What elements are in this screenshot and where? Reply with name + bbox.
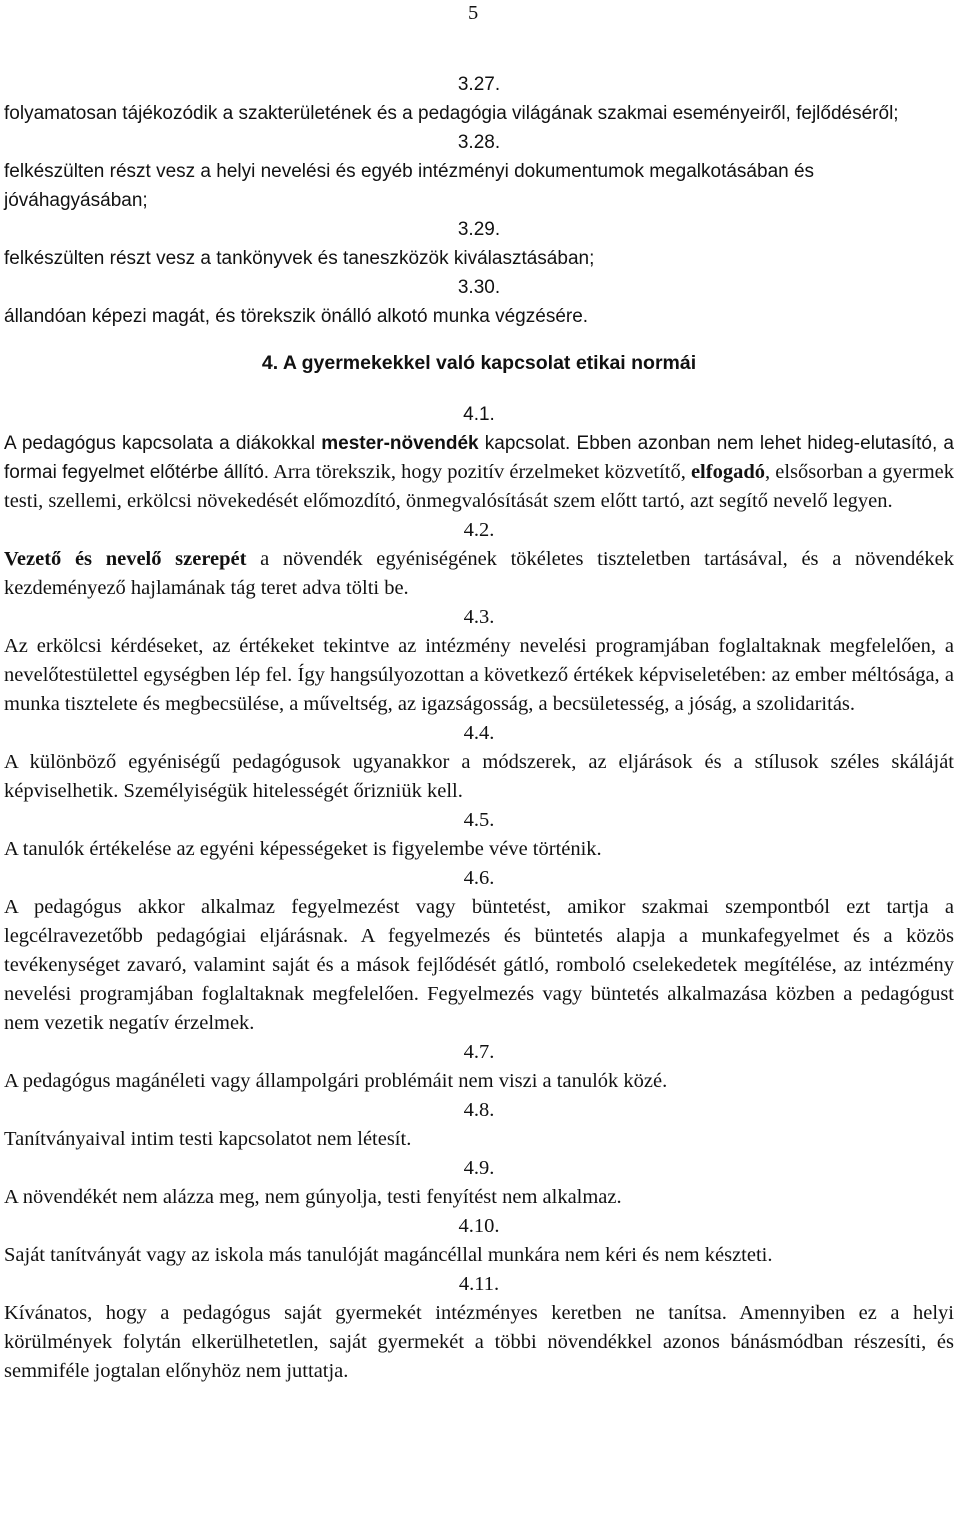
item-text: állandóan képezi magát, és törekszik önálló alkotó munka végzésére.	[4, 306, 589, 327]
item-number: 3.29.	[457, 219, 501, 240]
paragraph-text: , elsősorban a gyermek testi, szellemi, erkölcsi növekedését előmozdító, önmegvalósítását szem előtt tartó, azt segítő nevelő legyen.	[4, 461, 954, 512]
paragraph-4-11: Kívánatos, hogy a pedagógus saját gyermekét intézményes keretben ne tanítsa. Amennyiben ez a helyi körülmények folytán elkerülhetetlen, saját gyermekét a többi növendékkel azonos bánásmódban részesíti, és semmiféle jogtalan előnyhöz nem juttatja.	[4, 1302, 954, 1382]
paragraph-number: 4.5.	[463, 809, 495, 831]
paragraph-number: 4.6.	[463, 867, 495, 889]
item-text: felkészülten részt vesz a helyi nevelési és egyéb intézményi dokumentumok megalkotásában és jóváhagyásában;	[4, 161, 815, 211]
paragraph-4-6: A pedagógus akkor alkalmaz fegyelmezést vagy büntetést, amikor szakmai szempontból ezt tartja a legcélravezetőbb pedagógiai eljárásnak. A fegyelmezés és büntetés alapja a munkafegyelmet és a közös tevékenységet zavaró, valamint saját és a mások fejlődését gátló, romboló cselekedetek megítélése, az intézmény nevelési programjában foglaltaknak megfelelően. Fegyelmezés vagy büntetés alkalmazása közben a pedagógust nem vezetik negatív érzelmek.	[4, 896, 954, 1034]
paragraph-number: 4.7.	[463, 1041, 495, 1063]
page-number: 5	[468, 2, 479, 24]
item-number: 3.30.	[457, 277, 501, 298]
paragraph-text: Arra törekszik, hogy pozitív érzelmeket közvetítő,	[269, 461, 691, 483]
paragraph-4-3: Az erkölcsi kérdéseket, az értékeket tekintve az intézmény nevelési programjában foglaltaknak megfelelően, a nevelőtestülettel egységben lép fel. Így hangsúlyozottan a következő értékek képviseletében: az ember méltósága, a munka tisztelete és megbecsülése, a műveltség, az igazságosság, a becsületesség, a jóság, a szolidaritás.	[4, 635, 954, 715]
paragraph-number: 4.2.	[463, 519, 495, 541]
paragraph-4-2	[4, 545, 954, 603]
paragraph-number: 4.3.	[463, 606, 495, 628]
paragraph-number: 4.9.	[463, 1157, 495, 1179]
paragraph-4-5: A tanulók értékelése az egyéni képességeket is figyelembe véve történik.	[4, 838, 602, 860]
item-text: folyamatosan tájékozódik a szakterületének és a pedagógia világának szakmai eseményeiről, fejlődéséről;	[4, 103, 899, 124]
paragraph-number: 4.4.	[463, 722, 495, 744]
paragraph-number: 4.1.	[463, 404, 495, 425]
item-number: 3.28.	[457, 132, 501, 153]
paragraph-text: kapcsolat.	[478, 433, 577, 454]
bold-term: elfogadó	[690, 461, 765, 483]
paragraph-text: A pedagógus kapcsolata a diákokkal	[4, 433, 322, 454]
paragraph-4-10: Saját tanítványát vagy az iskola más tanulóját magáncéllal munkára nem kéri és nem készteti.	[4, 1244, 773, 1266]
document-body	[4, 70, 954, 1386]
paragraph-text: a növendék egyéniségének tökéletes tiszteletben tartásával, és a növendékek kezdeményező hajlamának tág teret adva tölti be.	[4, 548, 954, 599]
paragraph-4-1	[4, 429, 954, 516]
bold-term: Vezető és nevelő szerepét	[4, 548, 247, 570]
paragraph-4-7: A pedagógus magánéleti vagy állampolgári problémáit nem viszi a tanulók közé.	[4, 1070, 668, 1092]
paragraph-number: 4.10.	[458, 1215, 500, 1237]
section-heading: 4. A gyermekekkel való kapcsolat etikai normái	[261, 352, 697, 374]
paragraph-4-4: A különböző egyéniségű pedagógusok ugyanakkor a módszerek, az eljárások és a stílusok széles skáláját képviselhetik. Személyiségük hitelességét őrizniük kell.	[4, 751, 954, 802]
paragraph-text: Ebben azonban nem lehet hideg-elutasító, a formai fegyelmet előtérbe állító.	[4, 433, 954, 483]
item-number: 3.27.	[457, 74, 501, 95]
item-text: felkészülten részt vesz a tankönyvek és taneszközök kiválasztásában;	[4, 248, 595, 269]
bold-term: mester-növendék	[321, 433, 479, 454]
paragraph-number: 4.11.	[458, 1273, 500, 1295]
paragraph-4-8: Tanítványaival intim testi kapcsolatot nem létesít.	[4, 1128, 412, 1150]
paragraph-number: 4.8.	[463, 1099, 495, 1121]
paragraph-4-9: A növendékét nem alázza meg, nem gúnyolja, testi fenyítést nem alkalmaz.	[4, 1186, 622, 1208]
